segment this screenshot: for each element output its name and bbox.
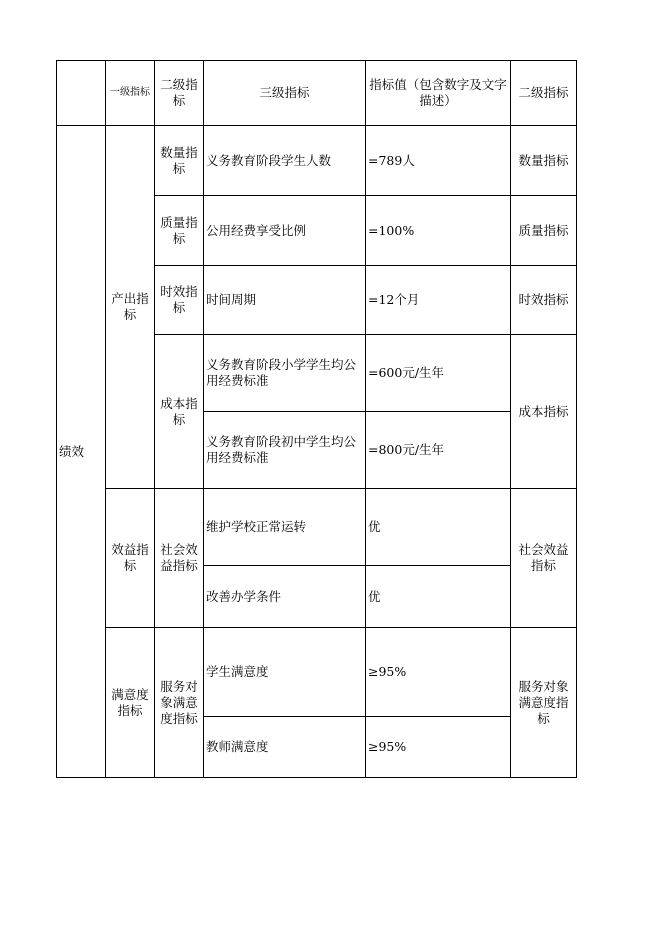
level3-cell: 时间周期 [204, 266, 366, 335]
value-cell: =789人 [366, 126, 511, 196]
level3-cell: 义务教育阶段小学学生均公用经费标准 [204, 335, 366, 412]
level3-cell: 学生满意度 [204, 628, 366, 717]
level3-cell: 义务教育阶段初中学生均公用经费标准 [204, 412, 366, 489]
header-row [57, 61, 577, 126]
level2-cell: 数量指标 [155, 126, 204, 196]
header-level2-right: 二级指标 [511, 61, 577, 126]
value-cell: 优 [366, 489, 511, 566]
performance-indicator-table [56, 60, 577, 778]
table-row [57, 489, 577, 566]
right-level2-cell: 成本指标 [511, 335, 577, 489]
right-level2-cell: 服务对象满意度指标 [511, 628, 577, 778]
header-level3: 三级指标 [204, 61, 366, 126]
header-value: 指标值（包含数字及文字描述） [366, 61, 511, 126]
value-cell: ≥95% [366, 717, 511, 778]
level1-cell: 满意度指标 [106, 628, 155, 778]
level3-cell: 教师满意度 [204, 717, 366, 778]
level3-cell: 公用经费享受比例 [204, 196, 366, 266]
level2-cell: 服务对象满意度指标 [155, 628, 204, 778]
level1-cell: 效益指标 [106, 489, 155, 628]
right-level2-cell: 社会效益指标 [511, 489, 577, 628]
level2-cell: 社会效益指标 [155, 489, 204, 628]
level3-cell: 义务教育阶段学生人数 [204, 126, 366, 196]
level2-cell: 时效指标 [155, 266, 204, 335]
level3-cell: 改善办学条件 [204, 566, 366, 628]
category-cell: 绩效 [57, 126, 106, 778]
table-row [57, 126, 577, 196]
level2-cell: 成本指标 [155, 335, 204, 489]
right-level2-cell: 数量指标 [511, 126, 577, 196]
level3-cell: 维护学校正常运转 [204, 489, 366, 566]
right-level2-cell: 质量指标 [511, 196, 577, 266]
value-cell: =800元/生年 [366, 412, 511, 489]
level2-cell: 质量指标 [155, 196, 204, 266]
table-row [57, 628, 577, 717]
header-level1: 一级指标 [106, 61, 155, 126]
header-level2: 二级指标 [155, 61, 204, 126]
header-col1 [57, 61, 106, 126]
value-cell: =100% [366, 196, 511, 266]
value-cell: =12个月 [366, 266, 511, 335]
value-cell: =600元/生年 [366, 335, 511, 412]
value-cell: ≥95% [366, 628, 511, 717]
right-level2-cell: 时效指标 [511, 266, 577, 335]
value-cell: 优 [366, 566, 511, 628]
level1-cell: 产出指标 [106, 126, 155, 489]
